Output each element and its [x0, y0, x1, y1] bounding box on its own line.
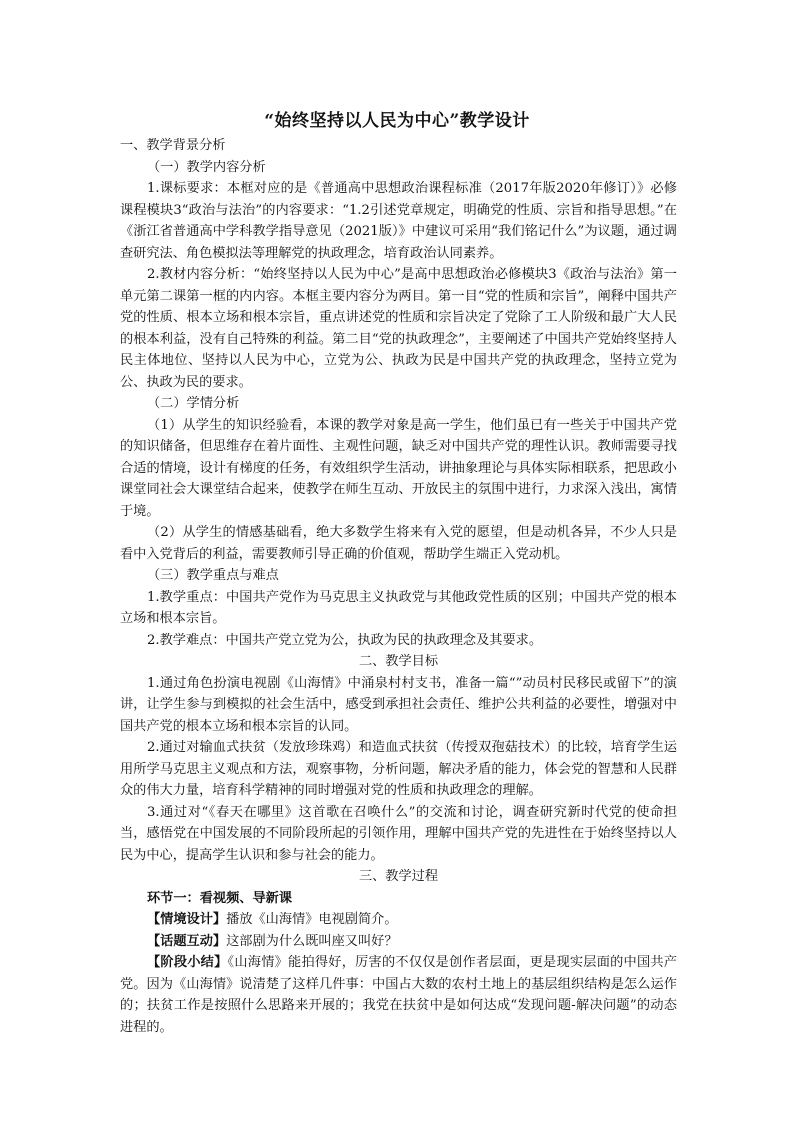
- paragraph-curriculum-standard: 1.课标要求：本框对应的是《普通高中思想政治课程标准（2017年版2020年修订）》必修课程模块3“政治与法治”的内容要求：“1.2引述党章规定，明确党的性质、宗旨和指导思想。”在《浙江省普通高中学科教学指导意见（2021版）》中建议可采用“我们铭记什么”为议题，通过调查研究法、角色模拟法等理解党的执政理念，培育政治认同素养。: [120, 181, 677, 261]
- section-heading-objectives: 二、教学目标: [358, 654, 439, 669]
- label-stage-summary: 【阶段小结】: [147, 955, 228, 970]
- subheading-student-analysis: （二）学情分析: [147, 396, 240, 411]
- subheading-key-points: （三）教学重点与难点: [147, 568, 279, 583]
- paragraph-objective-2: 2.通过对输血式扶贫（发放珍珠鸡）和造血式扶贫（传授双孢菇技术）的比较，培育学生运用所学马克思主义观点和方法，观察事物，分析问题，解决矛盾的能力，体会党的智慧和人民群众的伟大力量，培育科学精神的同时增强对党的性质和执政理念的理解。: [120, 740, 677, 798]
- paragraph-objective-3: 3.通过对“《春天在哪里》这首歌在召唤什么”的交流和讨论，调查研究新时代党的使命担当，感悟党在中国发展的不同阶段所起的引领作用，理解中国共产党的先进性在于始终坚持以人民为中心，提高学生认识和参与社会的能力。: [120, 804, 677, 863]
- document-body: [120, 135, 677, 1038]
- paragraph-student-knowledge: （1）从学生的知识经验看，本课的教学对象是高一学生，他们虽已有一些关于中国共产党的知识储备，但思维存在着片面性、主观性问题，缺乏对中国共产党的理性认识。教师需要寻找合适的情境，设计有梯度的任务，有效组织学生活动，讲抽象理论与具体实际相联系，把思政小课堂同社会大课堂结合起来，使教学在师生互动、开放民主的氛围中进行，力求深入浅出，寓情于境。: [120, 417, 677, 519]
- step-1-heading: 环节一：看视频、导新课: [147, 890, 293, 906]
- paragraph-scenario-design: [120, 909, 677, 931]
- section-heading-background: 一、教学背景分析: [120, 138, 226, 153]
- label-scenario-design: 【情境设计】: [147, 912, 227, 927]
- text-scenario-design: 播放《山海情》电视剧简介。: [226, 912, 398, 927]
- paragraph-topic-interaction: [120, 931, 677, 953]
- paragraph-stage-summary: [120, 952, 677, 1038]
- document-title: “始终坚持以人民为中心”教学设计: [264, 111, 530, 131]
- subheading-content-analysis: （一）教学内容分析: [147, 159, 266, 175]
- paragraph-difficult-point: 2.教学难点：中国共产党立党为公，执政为民的执政理念及其要求。: [147, 632, 543, 648]
- label-topic-interaction: 【话题互动】: [147, 933, 227, 949]
- paragraph-key-point: 1.教学重点：中国共产党作为马克思主义执政党与其他政党性质的区别；中国共产党的根本立场和根本宗旨。: [120, 589, 677, 626]
- paragraph-student-emotion: （2）从学生的情感基础看，绝大多数学生将来有入党的愿望，但是动机各异，不少人只是看中入党背后的利益，需要教师引导正确的价值观，帮助学生端正入党动机。: [120, 525, 677, 562]
- paragraph-textbook-analysis: 2.教材内容分析：“始终坚持以人民为中心”是高中思想政治必修模块3《政治与法治》第一单元第二课第一框的内内容。本框主要内容分为两目。第一目“党的性质和宗旨”，阐释中国共产党的性质、根本立场和根本宗旨，重点讲述党的性质和宗旨决定了党除了工人阶级和最广大人民的根本利益，没有自己特殊的利益。第二目“党的执政理念”，主要阐述了中国共产党始终坚持人民主体地位、坚持以人民为中心，立党为公、执政为民是中国共产党的执政理念，坚持立党为公、执政为民的要求。: [120, 267, 677, 390]
- section-heading-process: 三、教学过程: [358, 869, 439, 884]
- text-topic-interaction: 这部剧为什么既叫座又叫好？: [226, 933, 398, 949]
- paragraph-objective-1: 1.通过角色扮演电视剧《山海情》中涌泉村村支书，准备一篇“”动员村民移民或留下”的演讲，让学生参与到模拟的社会生活中，感受到承担社会责任、维护公共利益的必要性，增强对中国共产党的根本立场和根本宗旨的认同。: [120, 675, 677, 734]
- text-stage-summary: 《山海情》能拍得好，厉害的不仅仅是创作者层面，更是现实层面的中国共产党。因为《山海情》说清楚了这样几件事：中国占大数的农村土地上的基层组织结构是怎么运作的；扶贫工作是按照什么思路来开展的；我党在扶贫中是如何达成“发现问题-解决问题”的动态进程的。: [120, 955, 677, 1035]
